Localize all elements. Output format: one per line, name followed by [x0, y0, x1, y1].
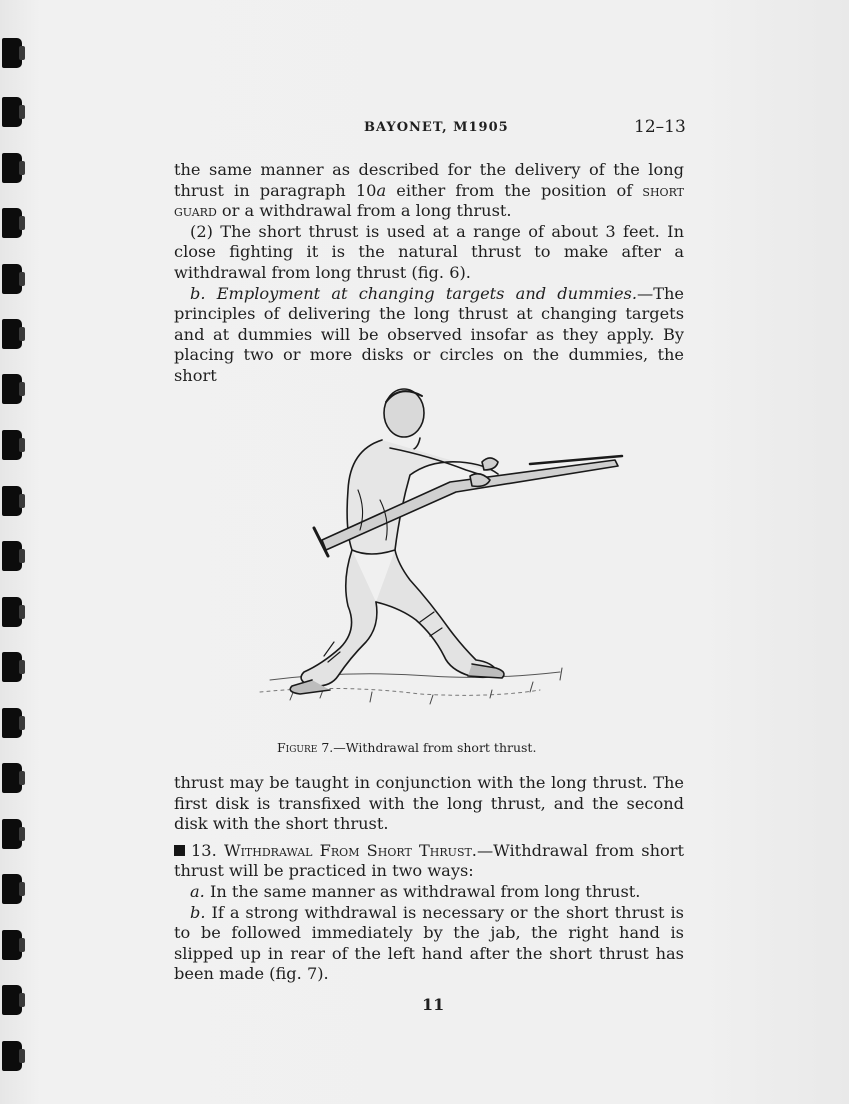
caption-label: Figure 7. [277, 740, 334, 755]
text-run: —Withdrawal from short thrust will be practiced in two ways: [174, 840, 685, 881]
running-header [0, 117, 849, 140]
binding-ring [2, 652, 22, 682]
figure-caption [277, 740, 536, 755]
text-run-italic: a [376, 180, 387, 200]
binding-ring [2, 319, 22, 349]
paragraph [174, 903, 684, 985]
binding-ring [2, 374, 22, 404]
section-heading: 13. Withdrawal From Short Thrust. [191, 840, 477, 860]
text-run: —The principles of delivering the long thrust at changing targets and at dummies will be observed insofar as they apply. By placing two or more disks or circles on the dummies, the short [174, 283, 684, 385]
binding-ring [2, 38, 22, 68]
header-page-range: 12–13 [634, 117, 686, 137]
section-heading: b. Employment at changing targets and dummies. [190, 283, 637, 303]
text-run: the same manner as described for the delivery of the long thrust in paragraph 10 [174, 160, 684, 200]
binding-ring [2, 486, 22, 516]
binding-ring [2, 430, 22, 460]
header-title: BAYONET, M1905 [364, 120, 509, 135]
binding-ring [2, 874, 22, 904]
binding-ring [2, 985, 22, 1015]
paragraph: (2) The short thrust is used at a range of about 3 feet. In close fighting it is the natural thrust to make after a withdrawal from long thrust (fig. 6). [174, 221, 684, 282]
text-run-smallcaps: short guard [174, 180, 684, 221]
list-marker: a. [190, 881, 205, 901]
binding-ring [2, 1041, 22, 1071]
text-run: If a strong withdrawal is necessary or the short thrust is to be followed immediately by the jab, the right hand is slipped up in rear of the left hand after the short thrust has been made (fig. 7). [174, 902, 684, 984]
paragraph [174, 160, 684, 222]
text-block-bottom [174, 773, 684, 985]
binding-ring [2, 930, 22, 960]
text-run: or a withdrawal from a long thrust. [216, 201, 512, 221]
binding-ring [2, 708, 22, 738]
spiral-binding [0, 0, 30, 1104]
binding-ring [2, 597, 22, 627]
text-block-top [174, 160, 684, 387]
figure-illustration [230, 380, 630, 730]
binding-ring [2, 153, 22, 183]
paragraph [174, 882, 684, 903]
page-number: 11 [422, 995, 445, 1014]
caption-text: —Withdrawal from short thrust. [333, 740, 537, 755]
list-marker: b. [190, 902, 206, 922]
binding-ring [2, 819, 22, 849]
binding-ring [2, 208, 22, 238]
paragraph [174, 284, 684, 387]
text-run: In the same manner as withdrawal from long thrust. [204, 881, 641, 901]
binding-ring [2, 763, 22, 793]
section-bullet-icon [174, 845, 185, 856]
soldier-bayonet-illustration [230, 380, 630, 730]
paragraph: thrust may be taught in conjunction with the long thrust. The first disk is transfixed with the long thrust, and the second disk with the short thrust. [174, 773, 684, 834]
binding-ring [2, 541, 22, 571]
binding-ring [2, 264, 22, 294]
paragraph [174, 841, 684, 882]
text-run: either from the position of [386, 180, 643, 200]
